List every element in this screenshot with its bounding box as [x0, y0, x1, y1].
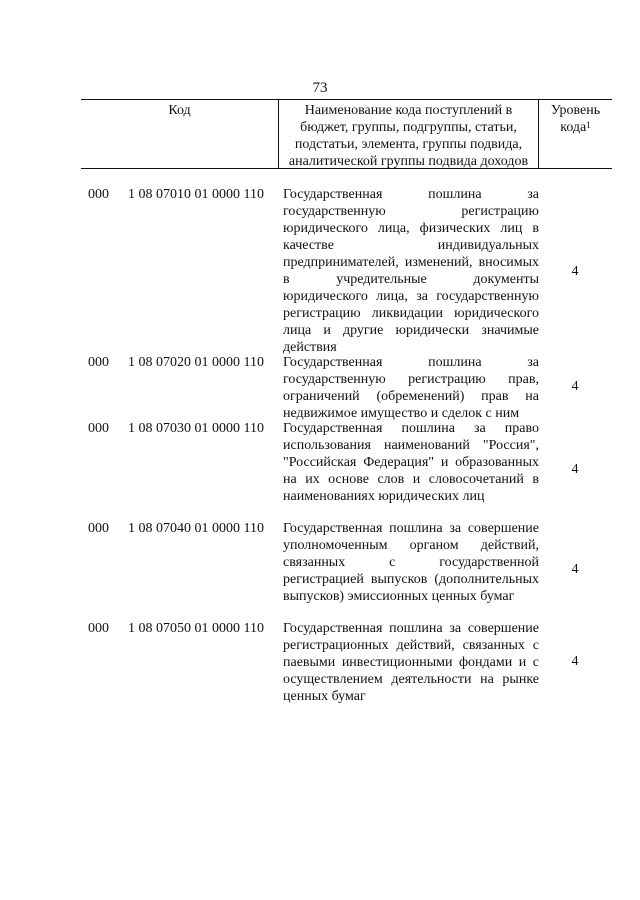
revenue-name: Государственная пошлина за право использования наименований "Россия", "Российская Федерация" и образованных на их основе слов и словосочетаний в наименованиях юридических лиц: [283, 421, 539, 504]
admin-code: 000: [88, 187, 109, 202]
code-level: 4: [571, 264, 579, 279]
table-header: [81, 99, 612, 169]
header-level-label: Уровень кода: [550, 103, 601, 135]
footnote-marker: 1: [586, 120, 591, 130]
code-level: 4: [571, 562, 579, 577]
revenue-name: Государственная пошлина за государственную регистрацию юридического лица, физических лиц в качестве индивидуальных предпринимателей, изменений, вносимых в учредительные документы юридического лица, за государственную регистрацию ликвидации юридического лица и другие юридически значимые действия: [283, 187, 539, 355]
code-level: 4: [571, 654, 579, 669]
revenue-code: 1 08 07050 01 0000 110: [128, 621, 264, 636]
revenue-code: 1 08 07040 01 0000 110: [128, 521, 264, 536]
page-number: 73: [312, 80, 328, 96]
admin-code: 000: [88, 355, 109, 370]
admin-code: 000: [88, 621, 109, 636]
revenue-code: 1 08 07030 01 0000 110: [128, 421, 264, 436]
header-level: [539, 100, 612, 168]
revenue-name: Государственная пошлина за совершение регистрационных действий, связанных с паевыми инвестиционными фондами и с осуществлением деятельности на рынке ценных бумаг: [283, 621, 539, 704]
header-name-label: Наименование кода поступлений в бюджет, группы, подгруппы, статьи, подстатьи, элемента, группы подвида, аналитической группы подвида доходов: [288, 103, 529, 169]
header-code-label: Код: [168, 103, 191, 118]
admin-code: 000: [88, 421, 109, 436]
revenue-code: 1 08 07010 01 0000 110: [128, 187, 264, 202]
header-code: [81, 100, 279, 168]
revenue-code: 1 08 07020 01 0000 110: [128, 355, 264, 370]
admin-code: 000: [88, 521, 109, 536]
code-level: 4: [571, 462, 579, 477]
code-level: 4: [571, 379, 579, 394]
revenue-name: Государственная пошлина за государственную регистрацию прав, ограничений (обременений) прав на недвижимое имущество и сделок с ним: [283, 355, 539, 421]
revenue-name: Государственная пошлина за совершение уполномоченным органом действий, связанных с государственной регистрацией выпусков (дополнительных выпусков) эмиссионных ценных бумаг: [283, 521, 539, 604]
header-name: [279, 100, 539, 168]
